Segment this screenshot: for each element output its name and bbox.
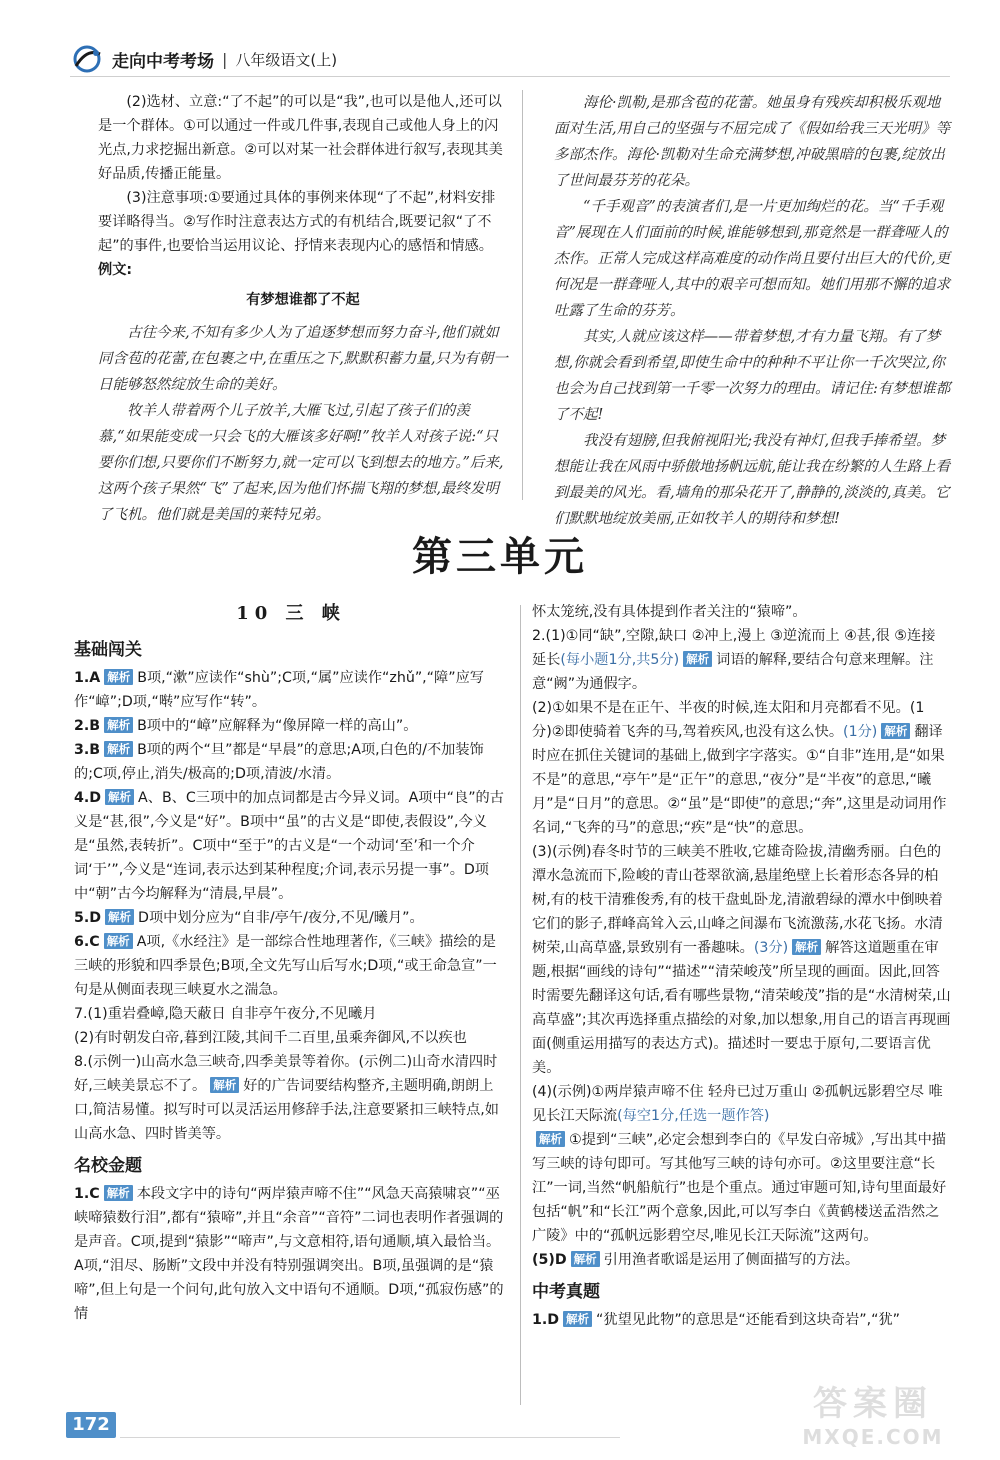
watermark-url: MXQE.COM: [802, 1425, 944, 1449]
page-number: 172: [66, 1412, 116, 1438]
analysis-tag: 解析: [683, 651, 712, 667]
unit-title: 第三单元: [412, 533, 588, 580]
answer-number: 2.B: [74, 718, 101, 734]
top-left-column: [98, 90, 508, 528]
answer-text: 翻译时应在抓住关键词的基础上,做到字字落实。①“自非”连用,是“如果不是”的意思,“亭午”是“正午”的意思,“夜分”是“半夜”的意思,“曦月”是“日月”的意思。②“虽”是“即使”的意思;“奔”,这里是动词用作名词,“飞奔的马”的意思;“疾”是“快”的意思。: [532, 724, 947, 836]
answer-number: 1.D: [532, 1312, 560, 1328]
answer-text: “犹望见此物”的意思是“还能看到这块奇岩”,“犹”: [596, 1312, 901, 1328]
answer-item: [74, 786, 508, 906]
analysis-tag: 解析: [536, 1131, 565, 1147]
answer-text: ①提到“三峡”,必定会想到李白的《早发白帝城》,写出其中描写三峡的诗句即可。写其他写三峡的诗句亦可。②这里要注意“长江”一词,当然“帆船航行”也是个重点。通过审题可知,诗句里面最好包括“帆”和“长江”两个意象,因此,可以写李白《黄鹤楼送孟浩然之广陵》中的“孤帆远影碧空尽,唯见长江天际流”这两句。: [532, 1132, 947, 1244]
answer-text: D项中划分应为“自非/亭午/夜分,不见/曦月”。: [138, 910, 424, 926]
essay-paragraph: 我没有翅膀,但我俯视阳光;我没有神灯,但我手捧希望。梦想能让我在风雨中骄傲地扬帆远航,能让我在纷繁的人生路上看到最美的风光。看,墙角的那朵花开了,静静的,淡淡的,真美。它们默默地绽放美丽,正如牧羊人的期待和梦想!: [554, 433, 951, 527]
answer-text: 词语的解释,要结合句意来理解。注意“阙”为通假字。: [532, 652, 934, 692]
section-heading: 基础闯关: [74, 640, 142, 660]
answer-item: [74, 930, 508, 1002]
answer-number: 5.D: [74, 910, 102, 926]
analysis-tag: 解析: [563, 1311, 592, 1327]
answer-item: [532, 624, 952, 696]
header-separator: |: [222, 49, 228, 69]
answer-number: 6.C: [74, 934, 100, 950]
answer-text: A项,《水经注》是一部综合性地理著作,《三峡》描绘的是三峡的形貌和四季景色;B项,全文先写山后写水;D项,“或王命急宣”一句是从侧面表现三峡夏水之湍急。: [74, 934, 497, 998]
column-divider: [520, 605, 521, 1405]
book-title: 走向中考考场: [112, 51, 214, 72]
analysis-tag: 解析: [210, 1077, 239, 1093]
answer-item: [74, 666, 508, 714]
answer-item: [532, 1248, 952, 1272]
answer-item: [532, 840, 952, 1080]
analysis-tag: 解析: [104, 933, 133, 949]
answer-text: 本段文字中的诗句“两岸猿声啼不住”“风急天高猿啸哀”“巫峡啼猿数行泪”,都有“猿啼”,并且“余音”“音符”二词也表明作者强调的是声音。C项,提到“猿影”“啼声”,与文意相符,语句通顺,填入最恰当。A项,“泪尽、肠断”文段中并没有特别强调突出。B项,虽强调的是“猿啼”,但上句是一个问句,此句放入文中语句不通顺。D项,“孤寂伤感”的情: [74, 1186, 504, 1322]
book-subtitle: 八年级语文(上): [235, 50, 338, 69]
answer-item: [74, 738, 508, 786]
answer-text: B项的两个“旦”都是“早晨”的意思;A项,白色的/不加装饰的;C项,停止,消失/极高的;D项,清波/水清。: [74, 742, 484, 782]
answer-text: A、B、C三项中的加点词都是古今异义词。A项中“良”的古义是“甚,很”,今义是“好”。B项中“虽”的古义是“即使,表假设”,今义是“虽然,表转折”。C项中“至于”的古义是“一个动词‘至’和一个介词‘于’”,今义是“连词,表示达到某种程度;介词,表示另提一事”。D项中“朝”古今均解释为“清晨,早晨”。: [74, 790, 504, 902]
answer-item: [532, 1080, 952, 1128]
analysis-tag: 解析: [105, 909, 134, 925]
answer-text: B项中的“嶂”应解释为“像屏障一样的高山”。: [137, 718, 418, 734]
answer-text: (3)(示例)春冬时节的三峡美不胜收,它雄奇险拔,清幽秀丽。白色的潭水急流而下,险峻的青山苍翠欲滴,悬崖绝壁上长着形态各异的柏树,有的枝干清雅俊秀,有的枝干盘虬卧龙,清澈碧绿的潭水中倒映着它们的影子,群峰高耸入云,山峰之间瀑布飞流激荡,水花飞扬。水清树荣,山高草盛,景致别有一番趣味。: [532, 844, 943, 956]
answer-text: 解答这道题重在审题,根据“画线的诗句”“描述”“清荣峻茂”所呈现的画面。因此,回答时需要先翻译这句话,看有哪些景物,“清荣峻茂”指的是“水清树荣,山高草盛”;其次再选择重点描绘的对象,加以想象,用自己的语言再现画面(侧重运用描写的表达方式)。描述时一要忠于原句,二要语言优美。: [532, 940, 951, 1076]
answer-item: [74, 714, 508, 738]
answer-item: [532, 1308, 952, 1332]
score-note: (1分): [843, 724, 878, 740]
answer-number: 1.C: [74, 1186, 100, 1202]
answer-continuation: 怀太笼统,没有具体提到作者关注的“猿啼”。: [532, 604, 807, 620]
answer-text: 引用渔者歌谣是运用了侧面描写的方法。: [603, 1252, 860, 1268]
bottom-left-column: [74, 598, 508, 1326]
analysis-tag: 解析: [104, 1185, 133, 1201]
lesson-title: 10 三 峡: [236, 603, 346, 624]
answer-text: 好的广告词要结构整齐,主题明确,朗朗上口,简洁易懂。拟写时可以灵活运用修辞手法,注意要紧扣三峡特点,如山高水急、四时皆美等。: [74, 1078, 499, 1142]
page-header: [70, 42, 950, 77]
analysis-tag: 解析: [104, 741, 133, 757]
essay-paragraph: 其实,人就应该这样——带着梦想,才有力量飞翔。有了梦想,你就会看到希望,即使生命中的种种不平让你一千次哭泣,你也会为自己找到第一千零一次努力的理由。请记住:有梦想谁都了不起!: [554, 329, 951, 423]
footer-rule: [120, 1437, 620, 1438]
answer-item: [74, 1050, 508, 1146]
answer-item: [532, 696, 952, 840]
essay-paragraph: “千手观音”的表演者们,是一片更加绚烂的花。当“千手观音”展现在人们面前的时候,谁能够想到,那竟然是一群聋哑人的杰作。正常人完成这样高难度的动作尚且要付出巨大的代价,更何况是一群聋哑人,其中的艰辛可想而知。她们用那不懈的追求吐露了生命的芬芳。: [554, 199, 951, 319]
essay-paragraph: 古往今来,不知有多少人为了追逐梦想而努力奋斗,他们就如同含苞的花蕾,在包裹之中,在重压之下,默默积蓄力量,只为有朝一日能够怒然绽放生命的美好。: [98, 325, 508, 393]
answer-number: (5)D: [532, 1252, 567, 1268]
watermark-logo: [798, 1376, 948, 1449]
logo-icon: [70, 44, 104, 74]
answer-text: 2.(1)①同“缺”,空隙,缺口 ②冲上,漫上 ③逆流而上 ④甚,很 ⑤连接 延长: [532, 628, 936, 668]
answer-number: 3.B: [74, 742, 101, 758]
answer-text: 8.(示例一)山高水急三峡奇,四季美景等着你。(示例二)山奇水清四时好,三峡美景忘不了。: [74, 1054, 498, 1094]
writing-point-3: (3)注意事项:①要通过具体的事例来体现“了不起”,材料安排要详略得当。②写作时注意表达方式的有机结合,既要记叙“了不起”的事件,也要恰当运用议论、抒情来表现内心的感悟和情感。: [98, 190, 496, 254]
answer-item: [74, 1182, 508, 1326]
answer-number: 1.A: [74, 670, 101, 686]
column-divider: [522, 90, 523, 500]
watermark-text: 答案圈: [813, 1384, 933, 1424]
score-note: (3分): [753, 940, 789, 956]
analysis-tag: 解析: [571, 1251, 600, 1267]
analysis-tag: 解析: [104, 717, 133, 733]
score-note: (每小题1分,共5分): [560, 652, 680, 668]
answer-text: (2)①如果不是在正午、半夜的时候,连太阳和月亮都看不见。(1分)②即使骑着飞奔的马,驾着疾风,也没有这么快。: [532, 700, 925, 740]
bottom-right-column: [532, 600, 952, 1332]
essay-paragraph: 海伦·凯勒,是那含苞的花蕾。她虽身有残疾却积极乐观地面对生活,用自己的坚强与不屈完成了《假如给我三天光明》等多部杰作。海伦·凯勒对生命充满梦想,冲破黑暗的包裹,绽放出了世间最芬芳的花朵。: [554, 95, 951, 189]
analysis-tag: 解析: [792, 939, 821, 955]
answer-item: (2)有时朝发白帝,暮到江陵,其间千二百里,虽乘奔御风,不以疾也: [74, 1030, 467, 1046]
essay-title: 有梦想谁都了不起: [246, 292, 360, 308]
writing-point-2: (2)选材、立意:“了不起”的可以是“我”,也可以是他人,还可以是一个群体。①可以通过一件或几件事,表现自己或他人身上的闪光点,力求挖掘出新意。②可以对某一社会群体进行叙写,表现其美好品质,传播正能量。: [98, 94, 503, 182]
essay-paragraph: 牧羊人带着两个儿子放羊,大雁飞过,引起了孩子们的羡慕,“如果能变成一只会飞的大雁该多好啊!”牧羊人对孩子说:“只要你们想,只要你们不断努力,就一定可以飞到想去的地方。”后来,这两个孩子果然“飞”了起来,因为他们怀揣飞翔的梦想,最终发明了飞机。他们就是美国的莱特兄弟。: [98, 403, 504, 523]
analysis-tag: 解析: [105, 789, 134, 805]
answer-text: (4)(示例)①两岸猿声啼不住 轻舟已过万重山 ②孤帆远影碧空尽 唯见长江天际流: [532, 1084, 943, 1124]
answer-number: 4.D: [74, 790, 102, 806]
section-heading: 名校金题: [74, 1156, 142, 1176]
answer-text: B项,“漱”应读作“shù”;C项,“属”应读作“zhǔ”,“障”应写作“嶂”;D项,“啭”应写作“转”。: [74, 670, 484, 710]
top-right-column: [554, 90, 954, 532]
example-label: 例文:: [98, 262, 133, 278]
score-note: (每空1分,任选一题作答): [617, 1108, 770, 1124]
analysis-tag: 解析: [881, 723, 910, 739]
section-heading: 中考真题: [532, 1282, 600, 1302]
analysis-tag: 解析: [104, 669, 133, 685]
answer-item: 7.(1)重岩叠嶂,隐天蔽日 自非亭午夜分,不见曦月: [74, 1006, 377, 1022]
answer-item: [532, 1128, 952, 1248]
answer-item: [74, 906, 508, 930]
